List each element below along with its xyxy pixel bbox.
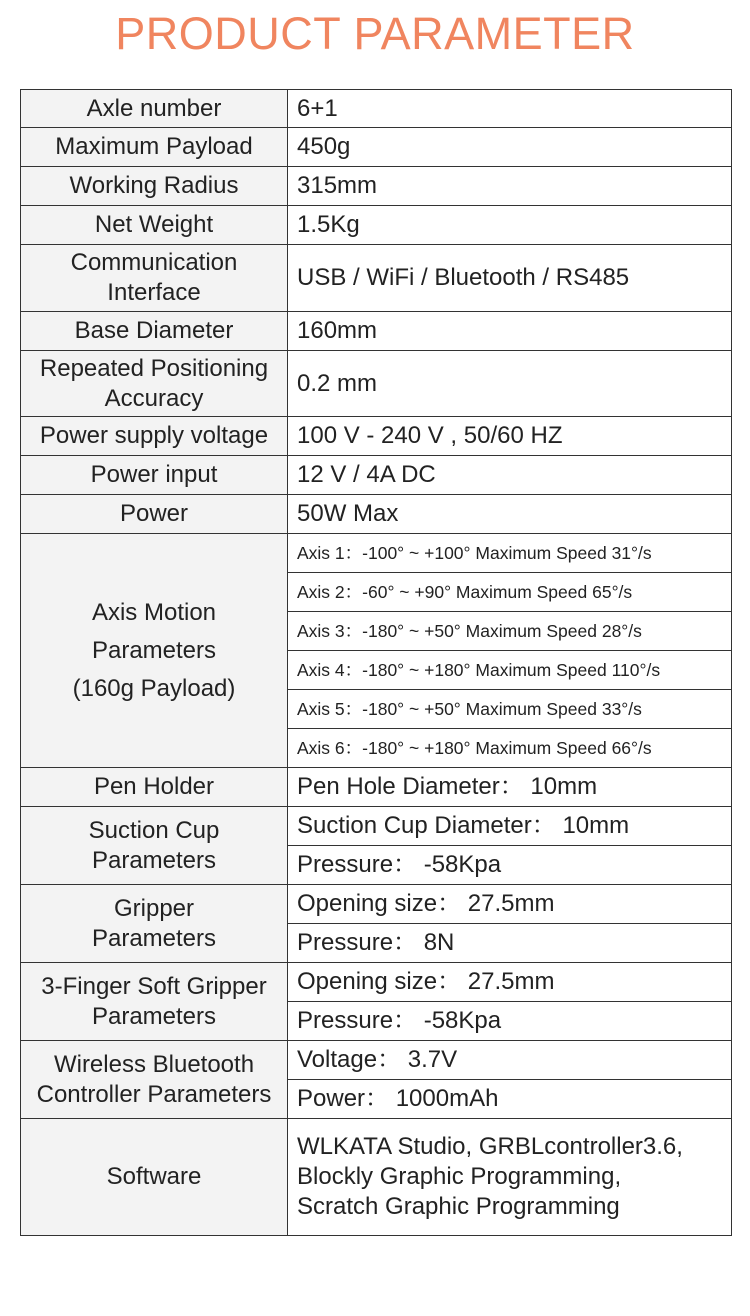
label-line: Parameters	[91, 846, 217, 874]
table-row	[21, 885, 732, 924]
row-label	[21, 351, 288, 417]
value-line: WLKATA Studio, GRBLcontroller3.6,	[297, 1133, 683, 1160]
row-value: Pressure： -58Kpa	[288, 1002, 732, 1041]
table-row	[21, 1119, 732, 1236]
label-line: Controller Parameters	[36, 1080, 272, 1108]
row-label: Power supply voltage	[21, 417, 288, 456]
axis-spec: Axis 2：-60° ~ +90° Maximum Speed 65°/s	[288, 573, 732, 612]
label-line: Suction Cup	[88, 816, 220, 844]
row-value: Pressure： 8N	[288, 924, 732, 963]
axis-spec: Axis 4：-180° ~ +180° Maximum Speed 110°/s	[288, 651, 732, 690]
table-row	[21, 206, 732, 245]
table-row	[21, 495, 732, 534]
table-row	[21, 90, 732, 128]
table-row	[21, 128, 732, 167]
parameter-table	[20, 89, 732, 1236]
row-label: Net Weight	[21, 206, 288, 245]
axis-spec: Axis 3：-180° ~ +50° Maximum Speed 28°/s	[288, 612, 732, 651]
row-value: Voltage： 3.7V	[288, 1041, 732, 1080]
row-label: Software	[21, 1119, 288, 1236]
label-line: Wireless Bluetooth	[53, 1050, 255, 1078]
row-value: Suction Cup Diameter： 10mm	[288, 807, 732, 846]
row-value: 0.2 mm	[288, 351, 732, 417]
label-line: Accuracy	[104, 384, 204, 412]
label-line: Parameters	[91, 1002, 217, 1030]
label-line: Gripper	[113, 894, 195, 922]
table-row	[21, 963, 732, 1002]
row-label	[21, 885, 288, 963]
table-row	[21, 167, 732, 206]
row-label	[21, 963, 288, 1041]
row-label: Pen Holder	[21, 768, 288, 807]
row-label: Working Radius	[21, 167, 288, 206]
row-value: Opening size： 27.5mm	[288, 963, 732, 1002]
table-row	[21, 417, 732, 456]
row-value: Pen Hole Diameter： 10mm	[288, 768, 732, 807]
axis-spec: Axis 1：-100° ~ +100° Maximum Speed 31°/s	[288, 534, 732, 573]
axis-spec: Axis 5：-180° ~ +50° Maximum Speed 33°/s	[288, 690, 732, 729]
row-label: Base Diameter	[21, 312, 288, 351]
row-value: 315mm	[288, 167, 732, 206]
table-row	[21, 1041, 732, 1080]
row-value: Power： 1000mAh	[288, 1080, 732, 1119]
row-label: Axle number	[21, 90, 288, 128]
label-line: Parameters	[91, 924, 217, 952]
label-line: Parameters	[91, 636, 217, 664]
row-value: 100 V - 240 V , 50/60 HZ	[288, 417, 732, 456]
table-row	[21, 312, 732, 351]
label-line: Axis Motion	[91, 598, 217, 626]
label-line: Communication	[70, 249, 238, 276]
row-value	[288, 1119, 732, 1236]
table-row	[21, 534, 732, 573]
value-line: Blockly Graphic Programming,	[297, 1163, 622, 1190]
table-row	[21, 807, 732, 846]
page-title: PRODUCT PARAMETER	[115, 8, 635, 59]
row-label: Maximum Payload	[21, 128, 288, 167]
row-value: 6+1	[288, 90, 732, 128]
axis-spec: Axis 6：-180° ~ +180° Maximum Speed 66°/s	[288, 729, 732, 768]
label-line: (160g Payload)	[72, 674, 236, 702]
value-line: Scratch Graphic Programming	[297, 1193, 620, 1220]
row-label: Power input	[21, 456, 288, 495]
row-value: 160mm	[288, 312, 732, 351]
row-label	[21, 245, 288, 312]
row-value: Pressure： -58Kpa	[288, 846, 732, 885]
label-line: Repeated Positioning	[39, 354, 269, 382]
row-label	[21, 534, 288, 768]
table-row	[21, 768, 732, 807]
row-label: Power	[21, 495, 288, 534]
label-line: Interface	[107, 279, 201, 306]
row-value: Opening size： 27.5mm	[288, 885, 732, 924]
row-value: USB / WiFi / Bluetooth / RS485	[288, 245, 732, 312]
label-line: 3-Finger Soft Gripper	[41, 972, 267, 1000]
table-row	[21, 351, 732, 417]
row-value: 12 V / 4A DC	[288, 456, 732, 495]
row-value: 1.5Kg	[288, 206, 732, 245]
row-label	[21, 807, 288, 885]
row-value: 450g	[288, 128, 732, 167]
row-label	[21, 1041, 288, 1119]
table-row	[21, 456, 732, 495]
table-row	[21, 245, 732, 312]
row-value: 50W Max	[288, 495, 732, 534]
